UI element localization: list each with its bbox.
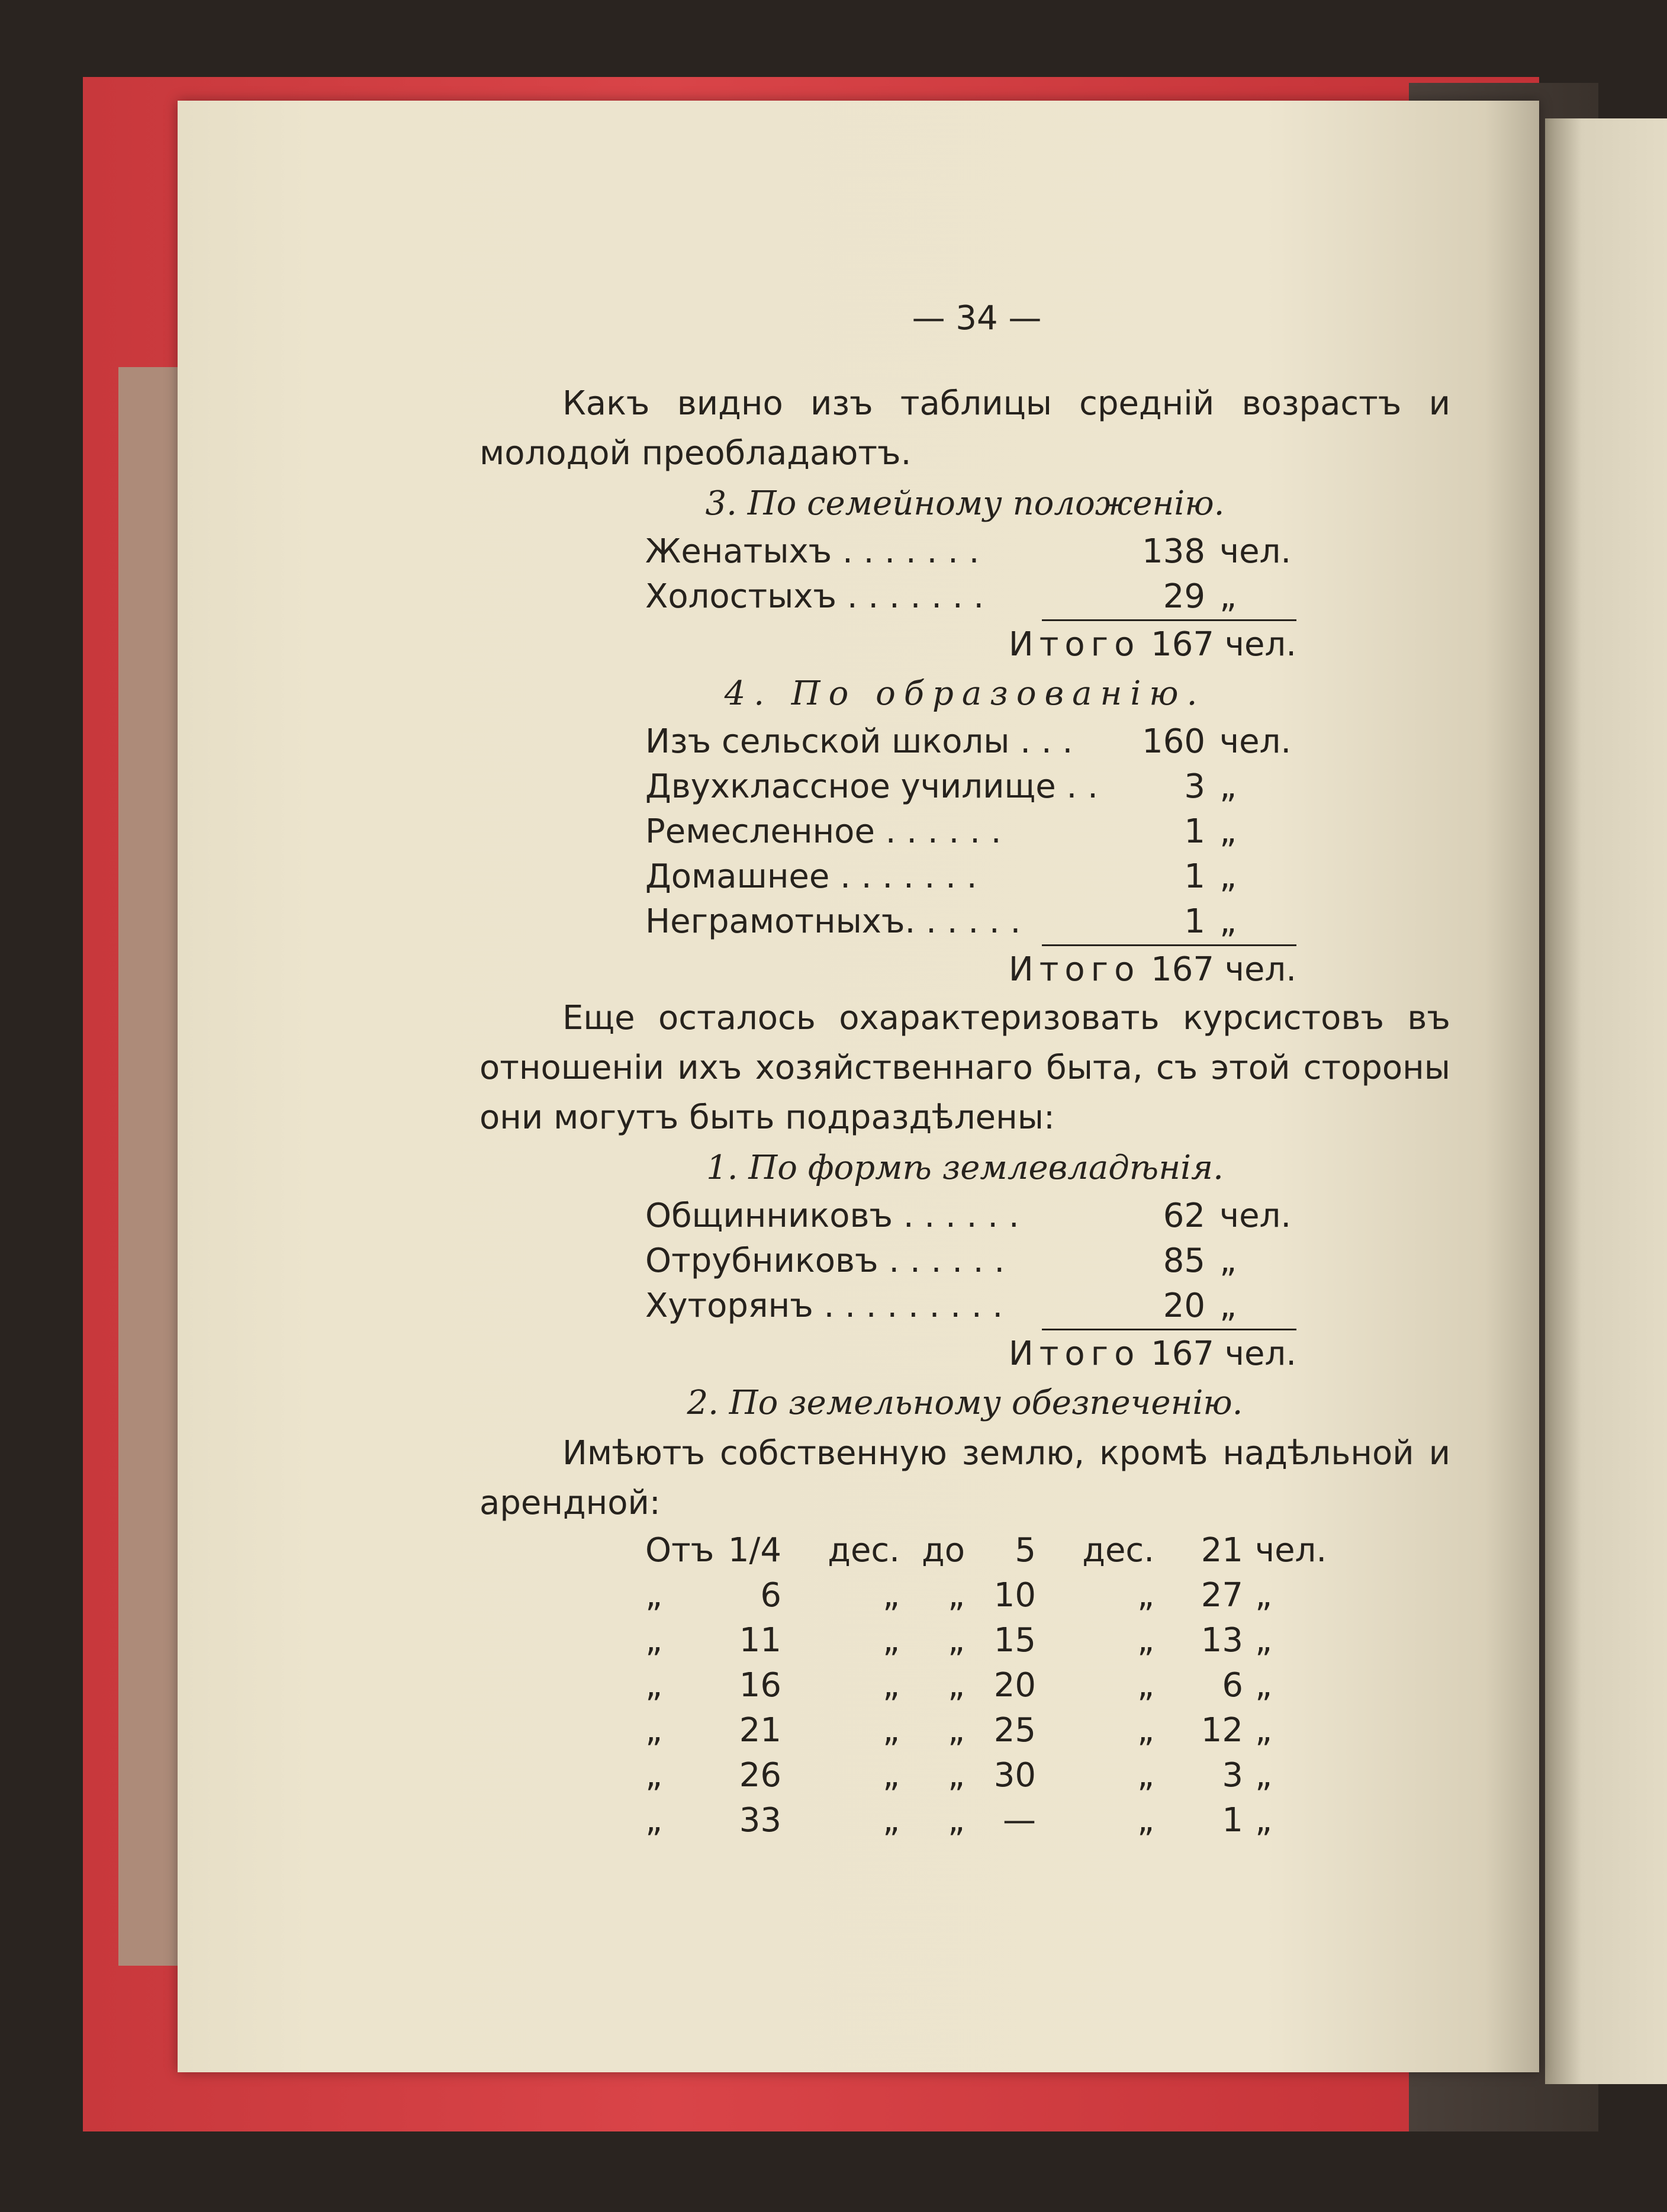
table-cell: „: [645, 1666, 663, 1705]
family-total: Итого 167 чел.: [1008, 625, 1296, 664]
land-form-total: Итого 167 чел.: [1008, 1335, 1296, 1373]
table-cell: „: [1137, 1801, 1154, 1840]
table-cell: 6: [760, 1576, 781, 1615]
table-cell: 21: [1201, 1531, 1243, 1570]
table-cell: „: [882, 1621, 900, 1660]
table-cell: 16: [739, 1666, 781, 1705]
table-row: Изъ сельской школы . . . 160 чел.: [645, 722, 1292, 761]
table-cell: „: [882, 1756, 900, 1795]
page-text: [479, 299, 1450, 1843]
table-cell: „: [882, 1666, 900, 1705]
table-cell: 11: [739, 1621, 781, 1660]
page-number: — 34 —: [912, 299, 1042, 337]
intro-paragraph: Какъ видно изъ таблицы среднiй возрастъ и молодой преобладаютъ.: [479, 384, 1450, 472]
table-cell: 1: [1222, 1801, 1243, 1840]
table-cell: 20: [993, 1666, 1036, 1705]
table-cell: „: [645, 1576, 663, 1615]
table-row: Холостыхъ . . . . . . . 29 „: [645, 577, 1237, 616]
table-cell: 5: [1015, 1531, 1036, 1570]
table-row: Домашнее . . . . . . . 1 „: [645, 857, 1237, 896]
table-cell: 27: [1201, 1576, 1243, 1615]
table-cell: „: [1137, 1666, 1154, 1705]
table-cell: „: [882, 1711, 900, 1750]
table-cell: Отъ: [645, 1531, 715, 1570]
table-row: [645, 1708, 1450, 1753]
table-row: Двухклассное училище . . 3 „: [645, 767, 1237, 806]
education-total: Итого 167 чел.: [1008, 950, 1296, 989]
table-row: Женатыхъ . . . . . . . 138 чел.: [645, 532, 1292, 571]
economy-paragraph: Еще осталось охарактеризовать курсистовъ въ отношенiи ихъ хозяйственнаго быта, съ этой стороны они могутъ быть подраздѣлены:: [479, 999, 1450, 1137]
table-row: Ремесленное . . . . . . 1 „: [645, 812, 1237, 851]
table-cell: дес.: [828, 1531, 900, 1570]
table-cell: 21: [739, 1711, 781, 1750]
table-row: [645, 1798, 1450, 1843]
land-supply-paragraph: Имѣютъ собственную землю, кромѣ надѣльной и арендной:: [479, 1434, 1450, 1522]
land-supply-heading: 2. По земельному обезпеченiю.: [687, 1384, 1243, 1422]
table-row: [645, 1618, 1450, 1663]
table-cell: 1/4: [728, 1531, 781, 1570]
table-cell: „: [947, 1576, 965, 1615]
land-supply-table: [479, 1528, 1450, 1843]
table-cell: „: [645, 1756, 663, 1795]
table-cell: чел.: [1255, 1531, 1327, 1570]
table-cell: 30: [993, 1756, 1036, 1795]
table-cell: „: [947, 1801, 965, 1840]
table-cell: „: [947, 1711, 965, 1750]
table-cell: 26: [739, 1756, 781, 1795]
table-row: [645, 1753, 1450, 1798]
family-heading: 3. По семейному положенiю.: [705, 484, 1225, 523]
table-cell: „: [1137, 1576, 1154, 1615]
table-cell: „: [645, 1621, 663, 1660]
table-cell: 13: [1201, 1621, 1243, 1660]
table-cell: „: [947, 1621, 965, 1660]
table-cell: „: [1137, 1756, 1154, 1795]
table-cell: „: [1255, 1621, 1273, 1660]
table-row: [645, 1573, 1450, 1618]
table-row: Общинниковъ . . . . . . 62 чел.: [645, 1197, 1292, 1235]
table-cell: „: [947, 1666, 965, 1705]
table-cell: „: [1255, 1711, 1273, 1750]
table-cell: „: [882, 1801, 900, 1840]
table-row: [645, 1528, 1450, 1573]
table-cell: 33: [739, 1801, 781, 1840]
education-heading: 4. По образованiю.: [724, 674, 1206, 713]
table-cell: 25: [993, 1711, 1036, 1750]
table-cell: „: [645, 1801, 663, 1840]
table-row: Неграмотныхъ. . . . . . 1 „: [645, 902, 1237, 941]
table-cell: „: [645, 1711, 663, 1750]
table-cell: 3: [1222, 1756, 1243, 1795]
table-cell: 15: [993, 1621, 1036, 1660]
table-cell: „: [1255, 1576, 1273, 1615]
table-cell: 6: [1222, 1666, 1243, 1705]
table-cell: 10: [993, 1576, 1036, 1615]
next-page-edge: [1545, 118, 1667, 2084]
land-form-heading: 1. По формѣ землевладѣнiя.: [706, 1149, 1224, 1187]
table-cell: „: [947, 1756, 965, 1795]
table-row: Хуторянъ . . . . . . . . . 20 „: [645, 1287, 1237, 1325]
table-cell: „: [1255, 1756, 1273, 1795]
table-cell: до: [922, 1531, 965, 1570]
table-row: [645, 1663, 1450, 1708]
table-cell: 12: [1201, 1711, 1243, 1750]
table-cell: „: [1137, 1711, 1154, 1750]
table-cell: „: [1137, 1621, 1154, 1660]
table-cell: „: [1255, 1801, 1273, 1840]
table-cell: дес.: [1082, 1531, 1154, 1570]
table-cell: „: [882, 1576, 900, 1615]
table-row: Отрубниковъ . . . . . . 85 „: [645, 1242, 1237, 1280]
table-cell: „: [1255, 1666, 1273, 1705]
table-cell: —: [1003, 1801, 1036, 1840]
